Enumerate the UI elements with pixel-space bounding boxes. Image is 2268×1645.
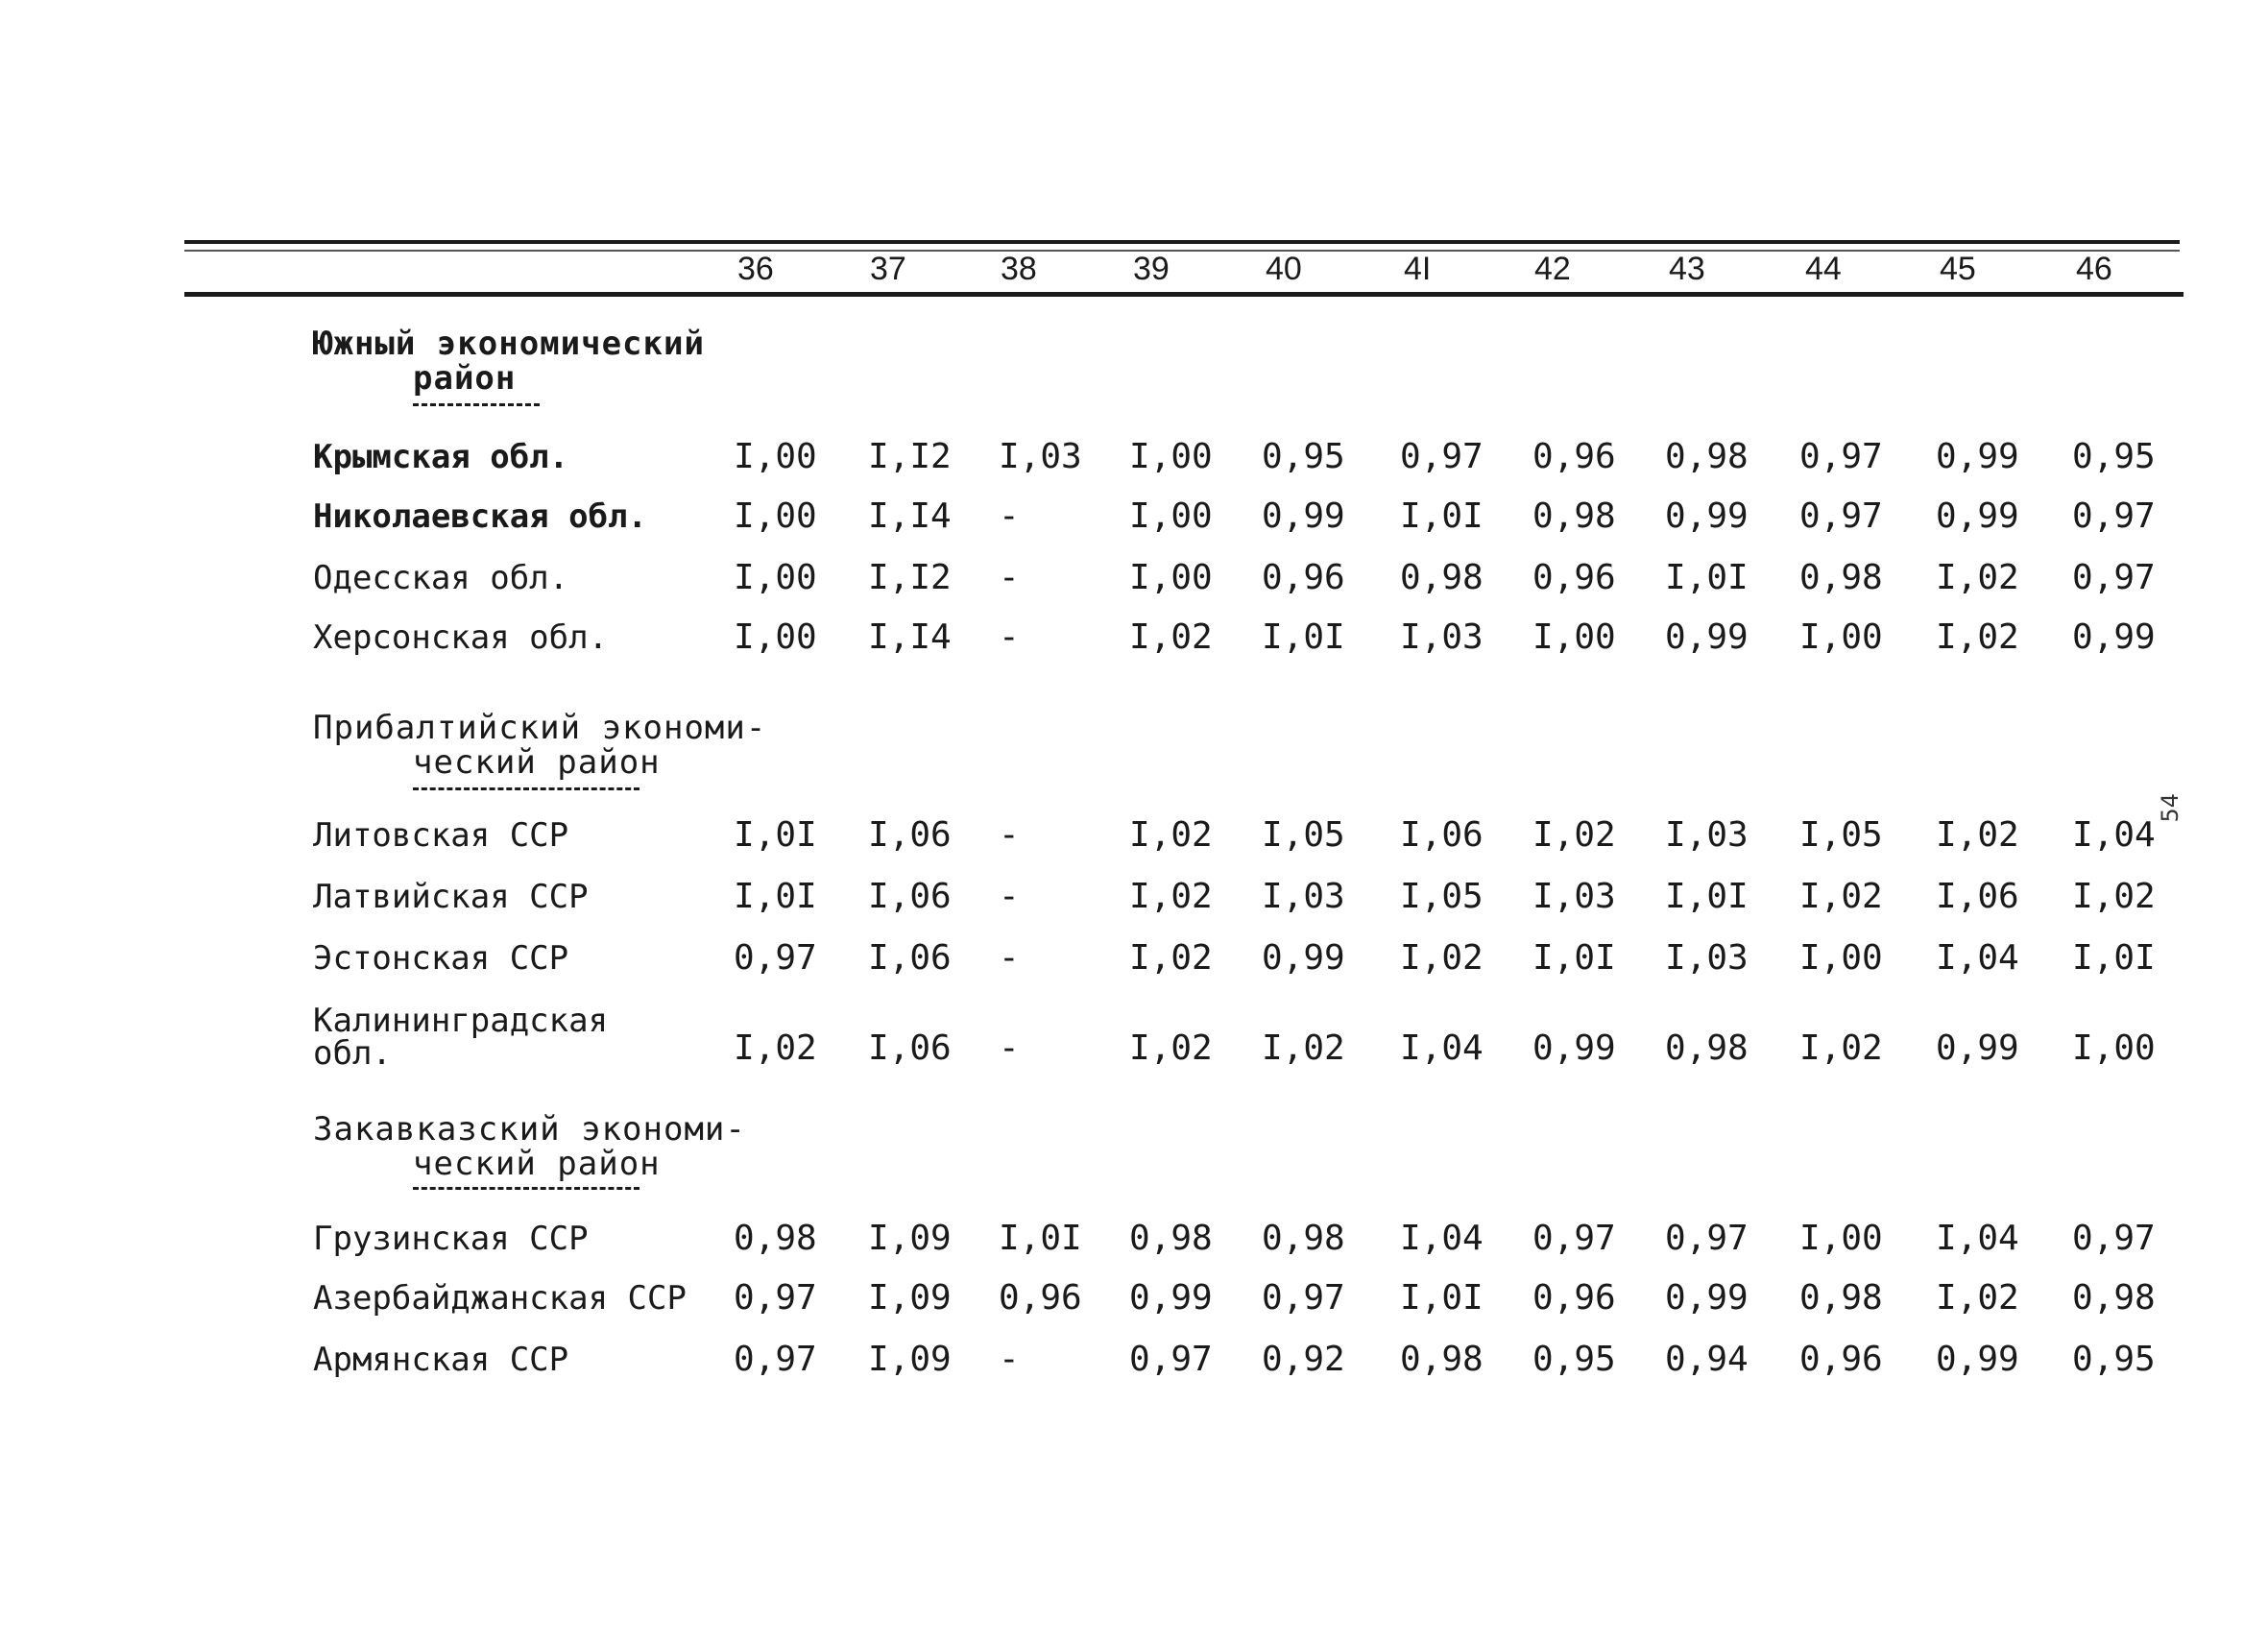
table-cell: I,03 bbox=[999, 437, 1082, 476]
table-cell: 0,98 bbox=[1400, 558, 1484, 597]
table-cell: I,02 bbox=[1799, 1028, 1883, 1068]
table-cell: I,04 bbox=[2072, 815, 2156, 855]
table-cell: 0,98 bbox=[1799, 1278, 1883, 1318]
table-cell: I,I2 bbox=[868, 437, 952, 476]
column-header: 43 bbox=[1669, 251, 1705, 287]
row-label: Литовская ССР bbox=[313, 816, 569, 855]
table-cell: I,I2 bbox=[868, 558, 952, 597]
table-cell: I,00 bbox=[1799, 938, 1883, 978]
table-cell: 0,98 bbox=[734, 1219, 817, 1258]
table-cell: - bbox=[999, 815, 1020, 855]
table-cell: 0,99 bbox=[1665, 617, 1749, 657]
table-header-rule bbox=[184, 292, 2184, 297]
table-cell: - bbox=[999, 877, 1020, 916]
section-title-line: Закавказский экономи- bbox=[313, 1110, 746, 1149]
column-header: 40 bbox=[1266, 251, 1302, 287]
table-row bbox=[0, 618, 2268, 666]
table-cell: I,06 bbox=[868, 877, 952, 916]
table-cell: I,00 bbox=[734, 437, 817, 476]
table-cell: I,02 bbox=[1936, 815, 2019, 855]
table-cell: I,02 bbox=[1129, 938, 1213, 978]
table-cell: I,05 bbox=[1799, 815, 1883, 855]
table-cell: I,06 bbox=[868, 938, 952, 978]
table-cell: 0,97 bbox=[2072, 558, 2156, 597]
table-cell: 0,99 bbox=[1262, 496, 1345, 536]
table-cell: I,04 bbox=[1936, 938, 2019, 978]
table-cell: I,0I bbox=[734, 815, 817, 855]
table-row bbox=[0, 939, 2268, 987]
table-cell: I,I4 bbox=[868, 617, 952, 657]
table-row bbox=[0, 559, 2268, 607]
table-cell: 0,96 bbox=[1532, 558, 1616, 597]
table-cell: I,I4 bbox=[868, 496, 952, 536]
table-cell: I,0I bbox=[999, 1219, 1082, 1258]
table-cell: 0,97 bbox=[734, 1278, 817, 1318]
table-cell: I,02 bbox=[1936, 1278, 2019, 1318]
table-cell: I,03 bbox=[1665, 815, 1749, 855]
table-cell: I,02 bbox=[1129, 617, 1213, 657]
table-cell: 0,92 bbox=[1262, 1340, 1345, 1379]
table-cell: 0,98 bbox=[1262, 1219, 1345, 1258]
table-cell: I,03 bbox=[1400, 617, 1484, 657]
table-cell: 0,98 bbox=[1400, 1340, 1484, 1379]
section-title-underline bbox=[413, 787, 639, 790]
table-cell: I,00 bbox=[734, 558, 817, 597]
table-cell: 0,98 bbox=[1129, 1219, 1213, 1258]
table-cell: I,06 bbox=[1936, 877, 2019, 916]
row-label: Одесская обл. bbox=[313, 559, 569, 597]
row-label: Херсонская обл. bbox=[313, 618, 609, 657]
table-cell: I,02 bbox=[1129, 1028, 1213, 1068]
table-cell: I,03 bbox=[1532, 877, 1616, 916]
table-cell: 0,96 bbox=[1532, 1278, 1616, 1318]
column-header: 36 bbox=[737, 251, 774, 287]
row-label: Азербайджанская ССР bbox=[313, 1279, 687, 1318]
table-cell: I,00 bbox=[1129, 558, 1213, 597]
table-cell: - bbox=[999, 496, 1020, 536]
table-cell: - bbox=[999, 1340, 1020, 1379]
table-cell: I,02 bbox=[1262, 1028, 1345, 1068]
column-header-row bbox=[0, 246, 2268, 292]
table-row bbox=[0, 1341, 2268, 1389]
table-cell: I,04 bbox=[1400, 1028, 1484, 1068]
table-cell: 0,94 bbox=[1665, 1340, 1749, 1379]
table-cell: I,0I bbox=[1532, 938, 1616, 978]
table-cell: I,02 bbox=[1936, 558, 2019, 597]
table-row bbox=[0, 1004, 2268, 1072]
table-cell: I,04 bbox=[1400, 1219, 1484, 1258]
table-cell: 0,99 bbox=[1532, 1028, 1616, 1068]
section-title-underline bbox=[413, 1187, 639, 1190]
section-title-line: Южный экономический bbox=[313, 325, 705, 363]
section-title-line: Прибалтийский экономи- bbox=[313, 709, 767, 747]
table-cell: 0,99 bbox=[1936, 437, 2019, 476]
table-cell: I,00 bbox=[734, 617, 817, 657]
table-cell: I,00 bbox=[1129, 437, 1213, 476]
section-title-line: район bbox=[413, 359, 517, 398]
table-cell: I,0I bbox=[1262, 617, 1345, 657]
table-cell: I,03 bbox=[1262, 877, 1345, 916]
table-cell: I,06 bbox=[1400, 815, 1484, 855]
table-cell: I,02 bbox=[1129, 815, 1213, 855]
table-cell: I,02 bbox=[1936, 617, 2019, 657]
section-title-underline bbox=[413, 403, 540, 406]
table-cell: 0,99 bbox=[1262, 938, 1345, 978]
table-cell: 0,96 bbox=[999, 1278, 1082, 1318]
row-label: Крымская обл. bbox=[313, 438, 569, 476]
table-cell: 0,97 bbox=[734, 938, 817, 978]
table-cell: 0,97 bbox=[1799, 496, 1883, 536]
column-header: 45 bbox=[1940, 251, 1976, 287]
table-cell: I,05 bbox=[1400, 877, 1484, 916]
table-cell: I,0I bbox=[1665, 877, 1749, 916]
table-cell: - bbox=[999, 938, 1020, 978]
table-cell: 0,98 bbox=[2072, 1278, 2156, 1318]
table-cell: I,00 bbox=[2072, 1028, 2156, 1068]
table-cell: 0,97 bbox=[734, 1340, 817, 1379]
table-row bbox=[0, 1279, 2268, 1327]
row-label bbox=[313, 1002, 609, 1073]
table-cell: 0,99 bbox=[1936, 1340, 2019, 1379]
table-cell: I,02 bbox=[1799, 877, 1883, 916]
table-cell: I,02 bbox=[734, 1028, 817, 1068]
column-header: 44 bbox=[1805, 251, 1842, 287]
table-cell: 0,97 bbox=[2072, 1219, 2156, 1258]
row-label: Николаевская обл. bbox=[313, 497, 647, 536]
table-cell: I,0I bbox=[1665, 558, 1749, 597]
row-label: Латвийская ССР bbox=[313, 878, 589, 916]
table-cell: I,09 bbox=[868, 1219, 952, 1258]
row-label-line: обл. bbox=[313, 1034, 392, 1073]
table-cell: I,06 bbox=[868, 815, 952, 855]
table-cell: I,0I bbox=[734, 877, 817, 916]
table-cell: 0,95 bbox=[2072, 437, 2156, 476]
table-cell: I,04 bbox=[1936, 1219, 2019, 1258]
table-cell: 0,97 bbox=[1799, 437, 1883, 476]
table-cell: 0,95 bbox=[1532, 1340, 1616, 1379]
table-cell: 0,99 bbox=[1936, 1028, 2019, 1068]
table-cell: 0,96 bbox=[1799, 1340, 1883, 1379]
table-cell: I,03 bbox=[1665, 938, 1749, 978]
column-header: 37 bbox=[870, 251, 906, 287]
table-cell: 0,97 bbox=[2072, 496, 2156, 536]
column-header: 4I bbox=[1404, 251, 1432, 287]
table-cell: I,00 bbox=[734, 496, 817, 536]
table-row bbox=[0, 878, 2268, 926]
table-cell: - bbox=[999, 558, 1020, 597]
row-label: Грузинская ССР bbox=[313, 1220, 589, 1258]
table-cell: 0,95 bbox=[1262, 437, 1345, 476]
column-header: 38 bbox=[1001, 251, 1037, 287]
table-cell: I,00 bbox=[1532, 617, 1616, 657]
table-cell: I,02 bbox=[1532, 815, 1616, 855]
table-cell: I,02 bbox=[2072, 877, 2156, 916]
section-title-south bbox=[313, 327, 705, 396]
table-row bbox=[0, 816, 2268, 864]
row-label: Эстонская ССР bbox=[313, 939, 569, 978]
table-top-rule bbox=[184, 240, 2180, 244]
table-cell: 0,95 bbox=[2072, 1340, 2156, 1379]
table-cell: 0,97 bbox=[1129, 1340, 1213, 1379]
table-cell: I,09 bbox=[868, 1278, 952, 1318]
table-cell: 0,97 bbox=[1665, 1219, 1749, 1258]
table-cell: I,00 bbox=[1129, 496, 1213, 536]
table-cell: 0,98 bbox=[1532, 496, 1616, 536]
table-row bbox=[0, 1220, 2268, 1268]
table-cell: - bbox=[999, 617, 1020, 657]
row-label-line: Калининградская bbox=[313, 1002, 609, 1040]
table-cell: I,0I bbox=[1400, 1278, 1484, 1318]
table-cell: 0,97 bbox=[1262, 1278, 1345, 1318]
page-number-mark: 54 bbox=[2157, 793, 2184, 823]
table-cell: 0,97 bbox=[1532, 1219, 1616, 1258]
table-row bbox=[0, 497, 2268, 545]
table-cell: 0,97 bbox=[1400, 437, 1484, 476]
section-title-transcaucasus bbox=[313, 1112, 746, 1181]
section-title-baltic bbox=[313, 711, 766, 780]
table-cell: 0,99 bbox=[1665, 496, 1749, 536]
table-cell: I,05 bbox=[1262, 815, 1345, 855]
column-header: 46 bbox=[2076, 251, 2112, 287]
table-cell: 0,99 bbox=[1936, 496, 2019, 536]
table-cell: 0,96 bbox=[1532, 437, 1616, 476]
table-cell: I,0I bbox=[2072, 938, 2156, 978]
table-cell: 0,99 bbox=[2072, 617, 2156, 657]
section-title-line: ческий район bbox=[413, 743, 661, 782]
table-cell: I,02 bbox=[1400, 938, 1484, 978]
column-header: 42 bbox=[1534, 251, 1571, 287]
table-cell: - bbox=[999, 1028, 1020, 1068]
table-cell: I,00 bbox=[1799, 617, 1883, 657]
table-cell: 0,99 bbox=[1129, 1278, 1213, 1318]
table-cell: I,0I bbox=[1400, 496, 1484, 536]
row-label: Армянская ССР bbox=[313, 1341, 569, 1379]
column-header: 39 bbox=[1133, 251, 1170, 287]
table-cell: 0,98 bbox=[1665, 437, 1749, 476]
table-cell: I,00 bbox=[1799, 1219, 1883, 1258]
table-cell: I,09 bbox=[868, 1340, 952, 1379]
table-cell: 0,99 bbox=[1665, 1278, 1749, 1318]
table-cell: 0,98 bbox=[1665, 1028, 1749, 1068]
section-title-line: ческий район bbox=[413, 1145, 661, 1183]
table-cell: 0,96 bbox=[1262, 558, 1345, 597]
table-cell: 0,98 bbox=[1799, 558, 1883, 597]
table-row bbox=[0, 438, 2268, 486]
table-cell: I,06 bbox=[868, 1028, 952, 1068]
table-cell: I,02 bbox=[1129, 877, 1213, 916]
